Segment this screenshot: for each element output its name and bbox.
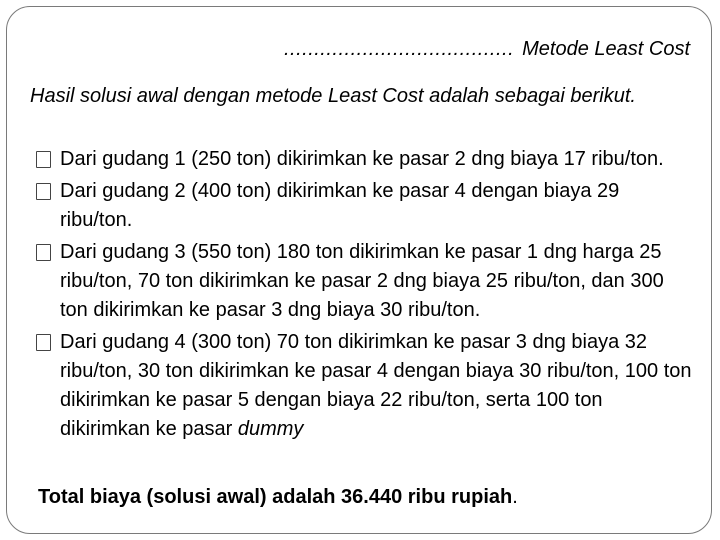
checkbox-bullet-icon <box>36 334 51 351</box>
bullet-text: Dari gudang 3 (550 ton) 180 ton dikirimkan ke pasar 1 dng harga 25 ribu/ton, 70 ton dikirimkan ke pasar 2 dng biaya 25 ribu/ton, dan 300 ton dikirimkan ke pasar 3 dng biaya 30 ribu/ton. <box>60 241 664 321</box>
list-item <box>36 328 696 444</box>
intro-text: Hasil solusi awal dengan metode Least Cost adalah sebagai berikut. <box>30 85 636 107</box>
bullet-text: Dari gudang 4 (300 ton) 70 ton dikirimkan ke pasar 3 dng biaya 32 ribu/ton, 30 ton dikirimkan ke pasar 4 dengan biaya 30 ribu/ton, 100 ton dikirimkan ke pasar 5 dengan biaya 22 ribu/ton, serta 100 ton dikirimkan ke pasar <box>60 331 692 440</box>
summary-text: Total biaya (solusi awal) adalah 36.440 ribu rupiah <box>38 486 513 508</box>
title-dots: ...................................... <box>283 38 515 60</box>
summary-period: . <box>512 486 518 508</box>
total-cost-summary <box>38 486 518 509</box>
checkbox-bullet-icon <box>36 151 51 168</box>
list-item <box>36 238 696 325</box>
title-text: Metode Least Cost <box>522 38 690 60</box>
list-item <box>36 177 696 235</box>
bullet-text: Dari gudang 2 (400 ton) dikirimkan ke pasar 4 dengan biaya 29 ribu/ton. <box>60 180 620 231</box>
bullet-list <box>36 145 696 447</box>
list-item <box>36 145 696 174</box>
bullet-text-italic: dummy <box>237 418 304 440</box>
bullet-text: Dari gudang 1 (250 ton) dikirimkan ke pasar 2 dng biaya 17 ribu/ton. <box>60 148 664 170</box>
checkbox-bullet-icon <box>36 244 51 261</box>
checkbox-bullet-icon <box>36 183 51 200</box>
slide-title <box>284 38 690 61</box>
